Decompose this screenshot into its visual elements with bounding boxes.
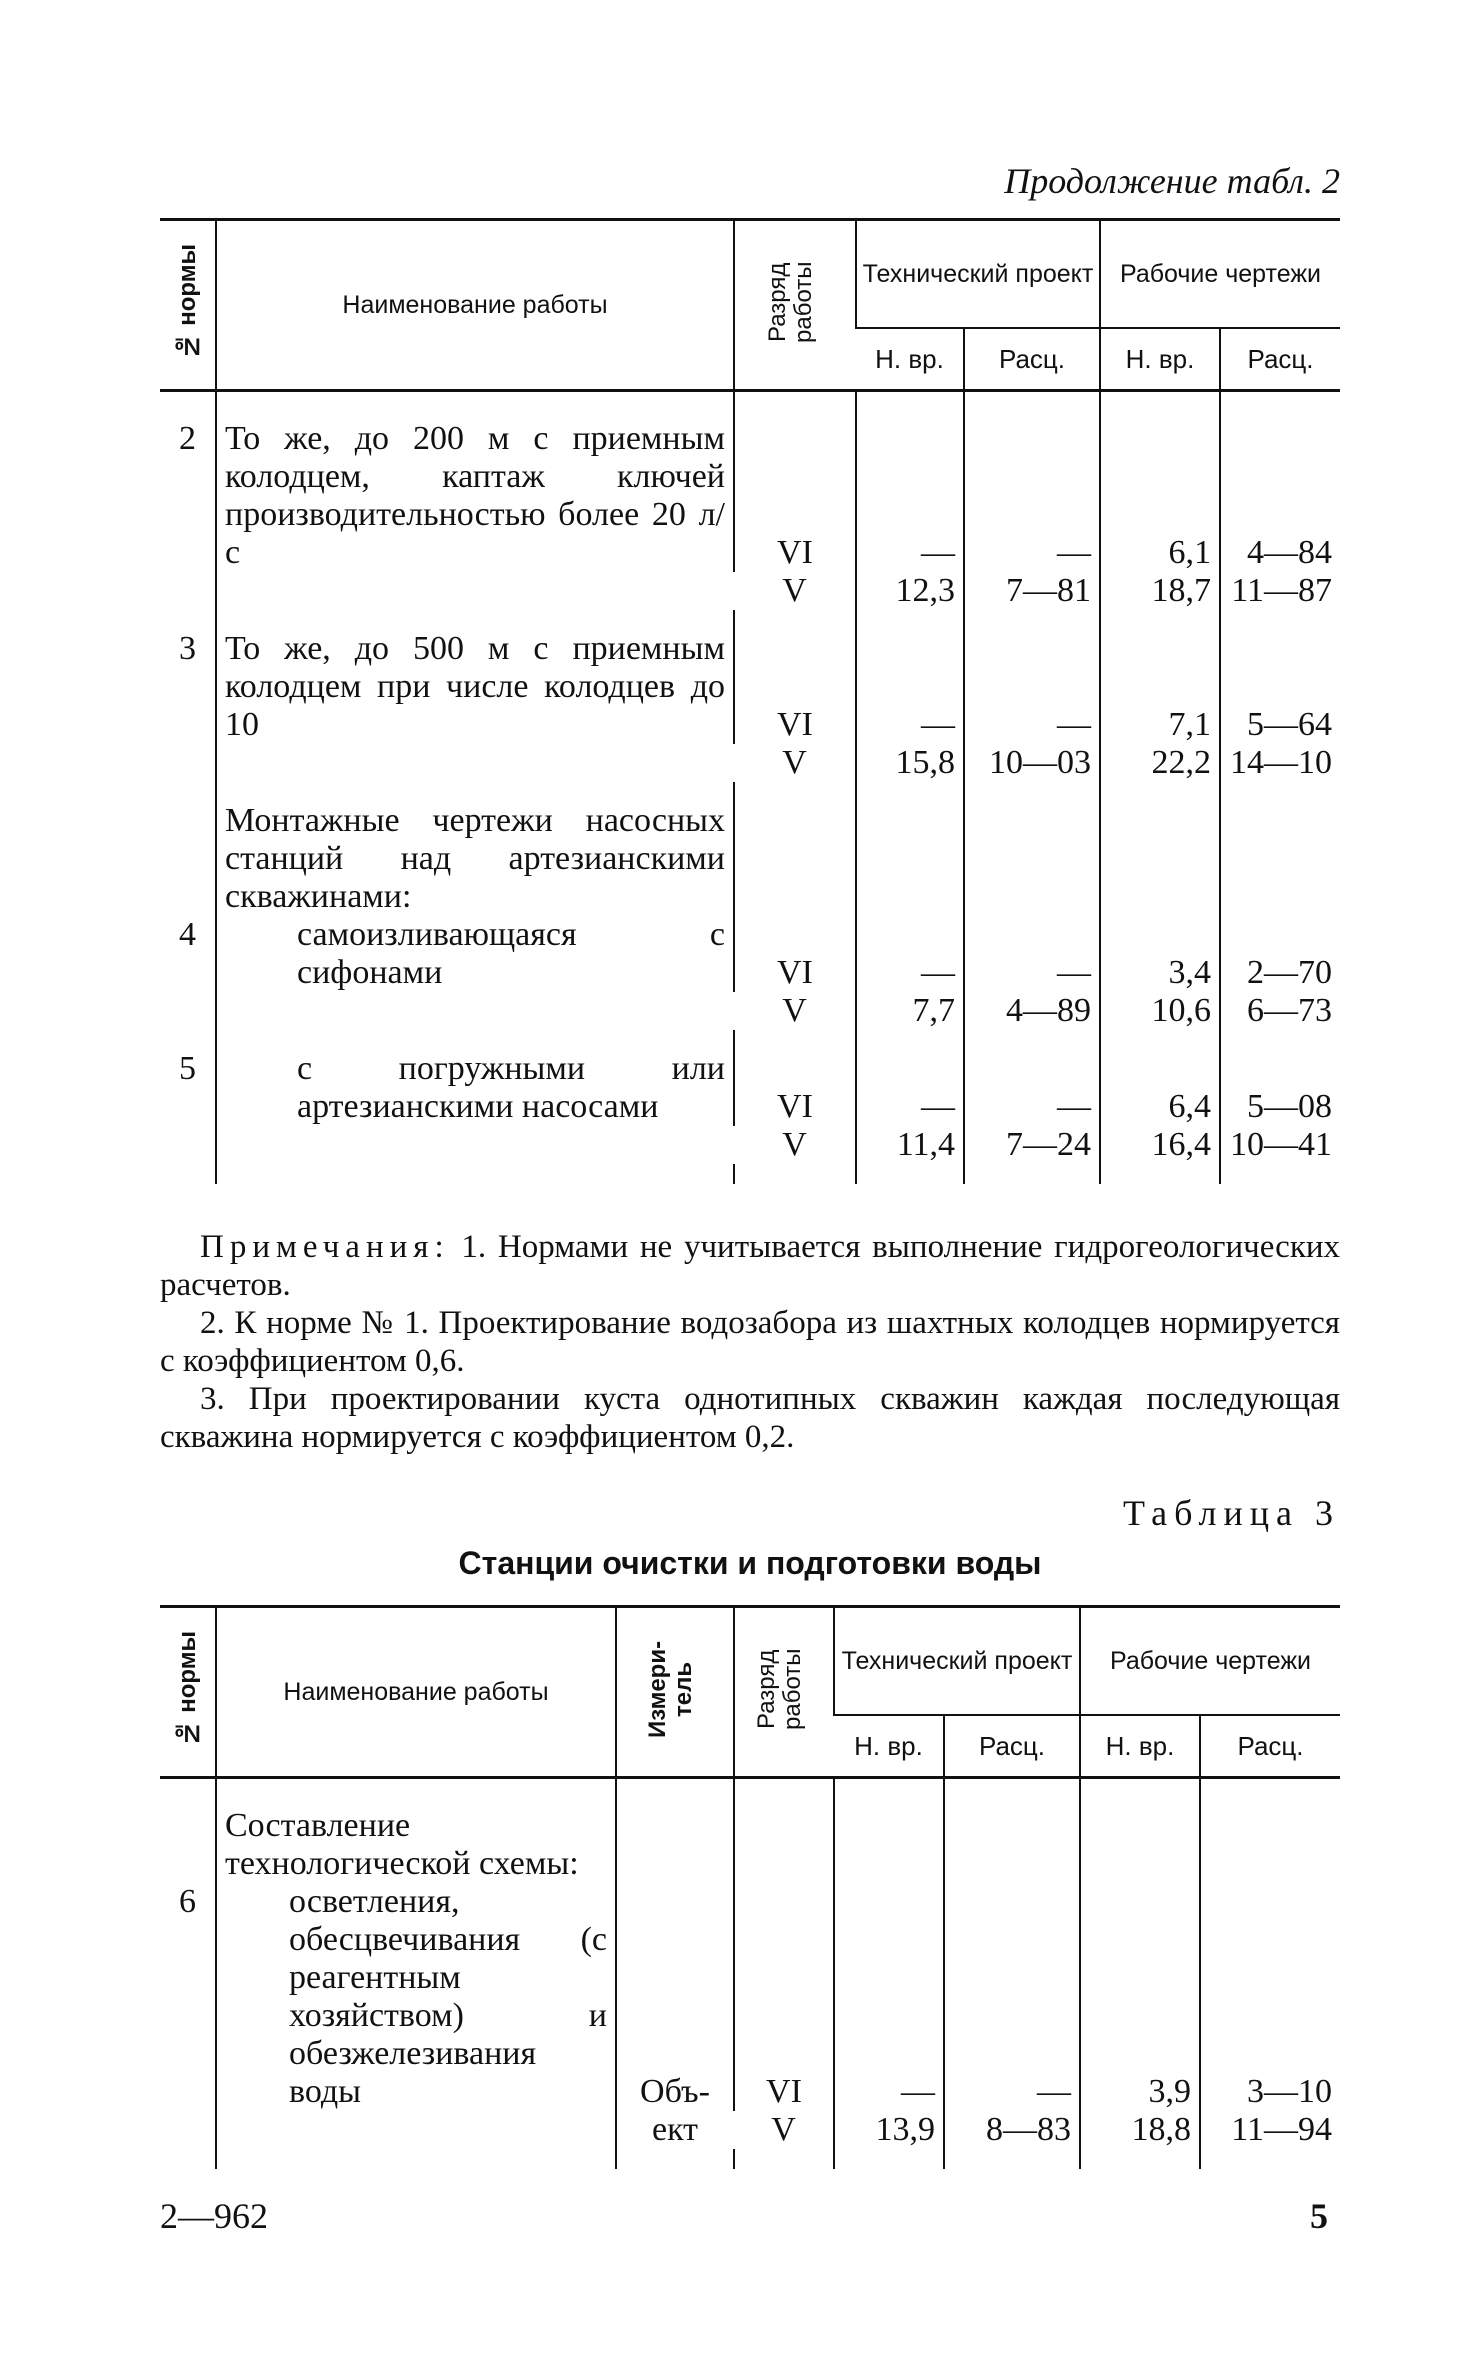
category-cell: V xyxy=(771,2111,796,2148)
tp-cost-cell: — xyxy=(964,630,1100,744)
wd-cost-cell: 11—94 xyxy=(1200,2111,1340,2149)
group-heading: Монтажные чертежи насосных станций над артезианскими скважинами: xyxy=(216,802,734,916)
continuation-title: Продолжение табл. 2 xyxy=(1004,161,1340,201)
header-working-drawings: Рабочие чертежи xyxy=(1080,1607,1340,1716)
wd-time-cell: 6,1 xyxy=(1100,420,1220,572)
header-tp-time: Н. вр. xyxy=(856,328,964,390)
norm-number: 2 xyxy=(179,420,196,457)
wd-time-cell: 6,4 xyxy=(1100,1050,1220,1126)
header-wd-time: Н. вр. xyxy=(1100,328,1220,390)
header-tech-project: Технический проект xyxy=(856,220,1100,329)
header-working-drawings: Рабочие чертежи xyxy=(1100,220,1340,329)
tp-cost-cell: — xyxy=(964,1050,1100,1126)
category-cell: V xyxy=(782,572,807,609)
category-cell: VI xyxy=(734,420,856,572)
category-cell: V xyxy=(782,744,807,781)
header-wd-time: Н. вр. xyxy=(1080,1715,1200,1777)
tp-time-cell: 12,3 xyxy=(856,572,964,610)
norm-number: 6 xyxy=(179,1883,196,1920)
header-work-name: Наименование работы xyxy=(216,220,734,391)
header-norm-no: № нормы xyxy=(160,220,216,391)
work-name: То же, до 500 м с приемным колодцем при числе колодцев до 10 xyxy=(216,630,734,782)
wd-time-cell: 10,6 xyxy=(1100,992,1220,1030)
header-category: Разряд работы xyxy=(734,1607,834,1778)
header-tp-time: Н. вр. xyxy=(834,1715,944,1777)
header-tp-cost: Расц. xyxy=(944,1715,1080,1777)
tp-time-cell: 11,4 xyxy=(856,1126,964,1164)
header-tech-project: Технический проект xyxy=(834,1607,1080,1716)
table-3-label: Таблица 3 xyxy=(1123,1493,1340,1533)
tp-time-cell: — xyxy=(856,916,964,992)
wd-time-cell: 7,1 xyxy=(1100,630,1220,744)
wd-time-cell: 18,8 xyxy=(1080,2111,1200,2149)
tp-cost-cell: 8—83 xyxy=(944,2111,1080,2149)
tp-time-cell: 7,7 xyxy=(856,992,964,1030)
header-wd-cost: Расц. xyxy=(1220,328,1340,390)
tp-cost-cell: — xyxy=(964,916,1100,992)
category-cell: VI xyxy=(734,1050,856,1126)
category-cell: VI xyxy=(734,1883,834,2111)
header-meter: Измери- тель xyxy=(616,1607,734,1778)
note-1: 1. Нормами не учитывается выполнение гидрогеологических расчетов. xyxy=(160,1229,1341,1303)
tp-time-cell: — xyxy=(834,1883,944,2111)
work-name: с погружными или артезианскими насосами xyxy=(216,1050,734,1164)
table-row xyxy=(160,1807,1340,1883)
tp-cost-cell: 7—81 xyxy=(964,572,1100,610)
wd-time-cell: 22,2 xyxy=(1100,744,1220,782)
wd-time-cell: 18,7 xyxy=(1100,572,1220,610)
norm-number: 3 xyxy=(179,630,196,667)
note-2: 2. К норме № 1. Проектирование водозабора из шахтных колодцев нормируется с коэффициентом 0,6. xyxy=(160,1305,1340,1379)
work-name: То же, до 200 м с приемным колодцем, каптаж ключей производительностью более 20 л/с xyxy=(216,420,734,610)
header-work-name: Наименование работы xyxy=(216,1607,616,1778)
wd-cost-cell: 6—73 xyxy=(1220,992,1340,1030)
notes xyxy=(160,1228,1340,1456)
category-cell: V xyxy=(782,1126,807,1163)
tp-cost-cell: 7—24 xyxy=(964,1126,1100,1164)
wd-cost-cell: 3—10 xyxy=(1200,1883,1340,2111)
work-name: самоизливающаяся с сифонами xyxy=(216,916,734,1030)
table-row xyxy=(160,916,1340,992)
wd-cost-cell: 5—08 xyxy=(1220,1050,1340,1126)
wd-time-cell: 3,4 xyxy=(1100,916,1220,992)
category-cell: VI xyxy=(734,630,856,744)
category-cell: V xyxy=(782,992,807,1029)
tp-time-cell: 13,9 xyxy=(834,2111,944,2149)
work-heading: Составление технологической схемы: xyxy=(216,1807,616,1883)
table-3-title: Станции очистки и подготовки воды xyxy=(458,1545,1042,1581)
category-cell: VI xyxy=(734,916,856,992)
table-2 xyxy=(160,218,1340,1184)
norm-number: 4 xyxy=(179,916,196,953)
header-norm-no: № нормы xyxy=(160,1607,216,1778)
wd-cost-cell: 14—10 xyxy=(1220,744,1340,782)
wd-cost-cell: 4—84 xyxy=(1220,420,1340,572)
meter-cell: Объ- ект xyxy=(616,1883,734,2149)
wd-cost-cell: 2—70 xyxy=(1220,916,1340,992)
table-row xyxy=(160,1883,1340,2111)
tp-cost-cell: — xyxy=(964,420,1100,572)
tp-cost-cell: — xyxy=(944,1883,1080,2111)
work-name: осветления, обесцвечивания (с реагентным хозяйством) и обезжелезивания воды xyxy=(216,1883,616,2149)
header-wd-cost: Расц. xyxy=(1200,1715,1340,1777)
page-number: 5 xyxy=(1310,2196,1328,2236)
wd-cost-cell: 11—87 xyxy=(1220,572,1340,610)
table-row xyxy=(160,1050,1340,1126)
note-3: 3. При проектировании куста однотипных скважин каждая последующая скважина нормируется с коэффициентом 0,2. xyxy=(160,1381,1340,1455)
table-row xyxy=(160,802,1340,916)
wd-time-cell: 3,9 xyxy=(1080,1883,1200,2111)
notes-label: Примечания: xyxy=(200,1229,450,1265)
tp-time-cell: 15,8 xyxy=(856,744,964,782)
wd-cost-cell: 5—64 xyxy=(1220,630,1340,744)
tp-cost-cell: 10—03 xyxy=(964,744,1100,782)
table-3 xyxy=(160,1605,1340,2169)
tp-time-cell: — xyxy=(856,630,964,744)
tp-time-cell: — xyxy=(856,420,964,572)
wd-time-cell: 16,4 xyxy=(1100,1126,1220,1164)
header-category: Разряд работы xyxy=(734,220,856,391)
header-tp-cost: Расц. xyxy=(964,328,1100,390)
wd-cost-cell: 10—41 xyxy=(1220,1126,1340,1164)
document-code: 2—962 xyxy=(160,2196,268,2236)
table-row xyxy=(160,630,1340,744)
tp-cost-cell: 4—89 xyxy=(964,992,1100,1030)
table-row xyxy=(160,420,1340,572)
norm-number: 5 xyxy=(179,1050,196,1087)
tp-time-cell: — xyxy=(856,1050,964,1126)
